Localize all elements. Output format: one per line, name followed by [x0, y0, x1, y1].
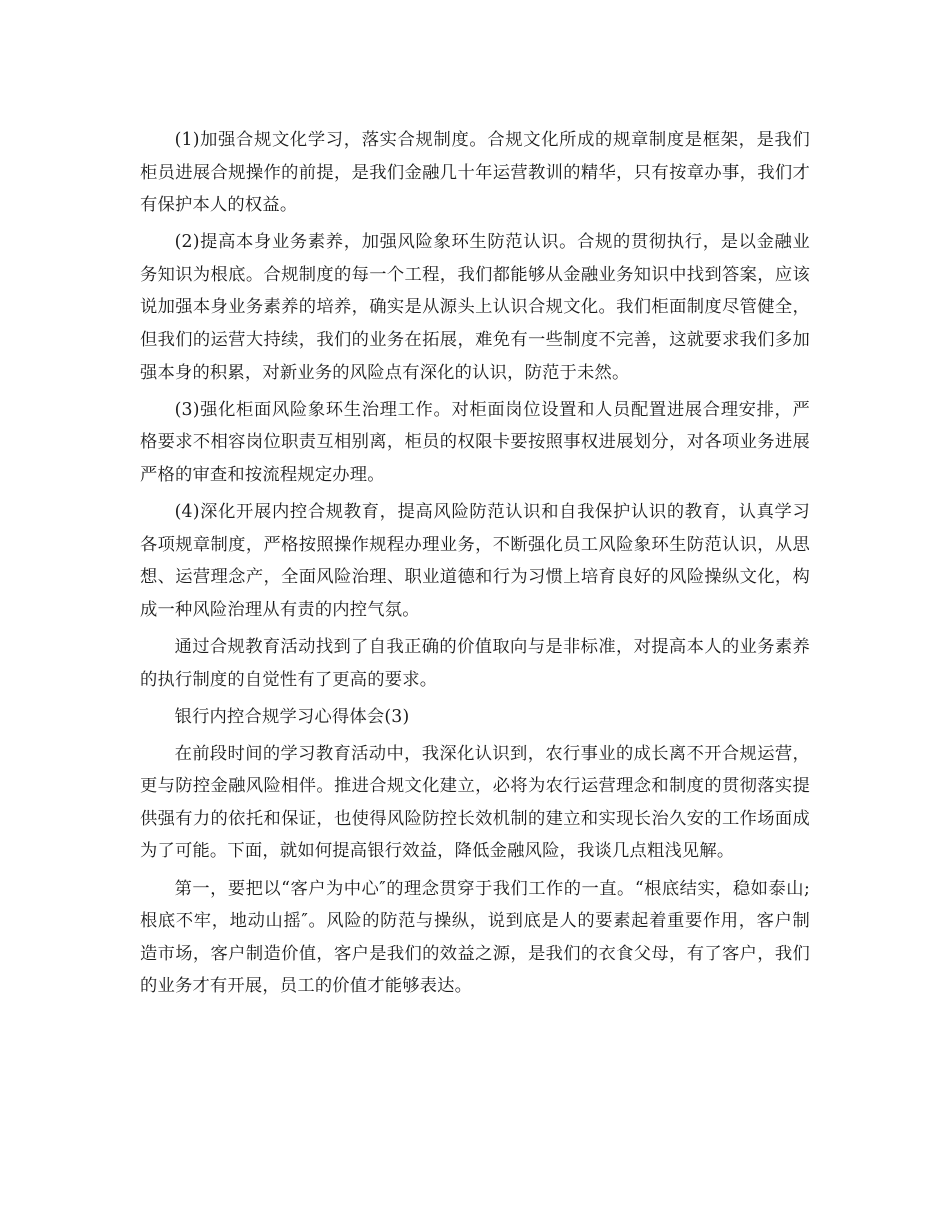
paragraph-5: 通过合规教育活动找到了自我正确的价值取向与是非标准，对提高本人的业务素养的执行制度的自觉性有了更高的要求。	[140, 636, 810, 690]
paragraph-6: 在前段时间的学习教育活动中，我深化认识到，农行事业的成长离不开合规运营，更与防控金融风险相伴。推进合规文化建立，必将为农行运营理念和制度的贯彻落实提供强有力的依托和保证，也使得风险防控长效机制的建立和实现长治久安的工作场面成为了可能。下面，就如何提高银行效益，降低金融风险，我谈几点粗浅见解。	[140, 743, 810, 862]
section-heading: 银行内控合规学习心得体会(3)	[174, 706, 410, 727]
paragraph-7: 第一，要把以“客户为中心″的理念贯穿于我们工作的一直。“根底结实，稳如泰山;根底不牢，地动山摇″。风险的防范与操纵，说到底是人的要素起着重要作用，客户制造市场，客户制造价值，客户是我们的效益之源，是我们的衣食父母，有了客户，我们的业务才有开展，员工的价值才能够表达。	[140, 878, 810, 997]
document-body	[140, 124, 810, 1007]
paragraph-1: (1)加强合规文化学习，落实合规制度。合规文化所成的规章制度是框架，是我们柜员进展合规操作的前提，是我们金融几十年运营教训的精华，只有按章办事，我们才有保护本人的权益。	[140, 130, 810, 216]
paragraph-3: (3)强化柜面风险象环生治理工作。对柜面岗位设置和人员配置进展合理安排，严格要求不相容岗位职责互相别离，柜员的权限卡要按照事权进展划分，对各项业务进展严格的审查和按流程规定办理。	[140, 399, 810, 485]
paragraph-2: (2)提高本身业务素养，加强风险象环生防范认识。合规的贯彻执行，是以金融业务知识为根底。合规制度的每一个工程，我们都能够从金融业务知识中找到答案，应该说加强本身业务素养的培养，确实是从源头上认识合规文化。我们柜面制度尽管健全，但我们的运营大持续，我们的业务在拓展，难免有一些制度不完善，这就要求我们多加强本身的积累，对新业务的风险点有深化的认识，防范于未然。	[140, 232, 810, 383]
paragraph-4: (4)深化开展内控合规教育，提高风险防范认识和自我保护认识的教育，认真学习各项规章制度，严格按照操作规程办理业务，不断强化员工风险象环生防范认识，从思想、运营理念产，全面风险治理、职业道德和行为习惯上培育良好的风险操纵文化，构成一种风险治理从有责的内控气氛。	[140, 502, 810, 620]
